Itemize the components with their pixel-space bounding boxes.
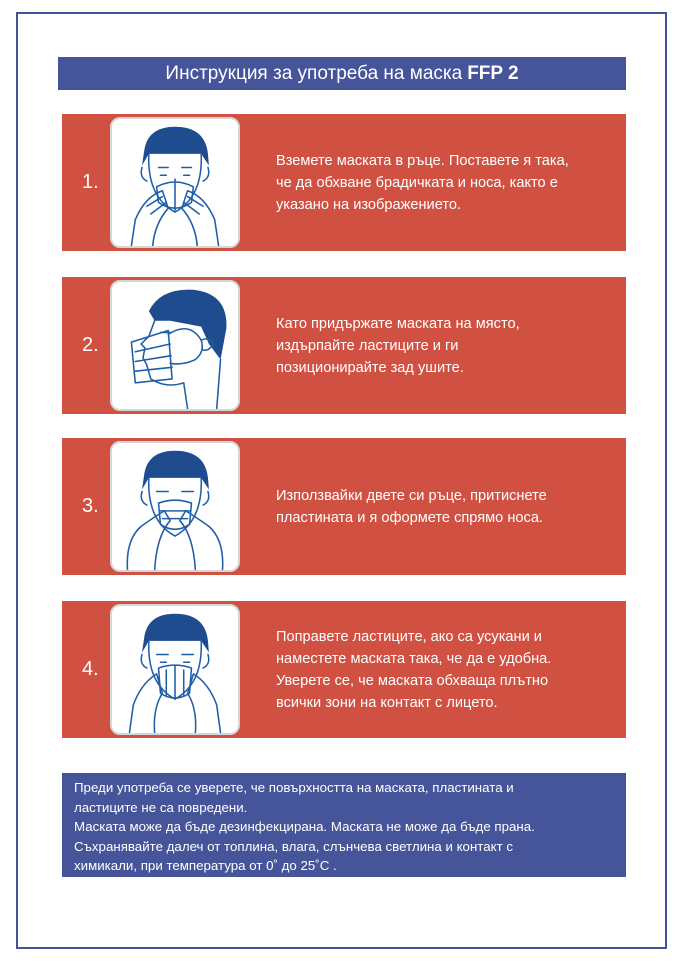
title-bar xyxy=(58,57,626,90)
mask-model-label: FFP 2 xyxy=(467,62,519,84)
step-number: 2. xyxy=(82,334,99,356)
step-text: Като придържате маската на място, издърпайте ластиците и ги позиционирайте зад ушите. xyxy=(276,315,520,376)
instruction-step-4 xyxy=(62,601,626,738)
face-hands-cupping-mask-icon xyxy=(110,117,240,248)
step-text: Вземете маската в ръце. Поставете я така, че да обхване брадичката и носа, както е указано на изображението. xyxy=(276,152,569,213)
step-text: Поправете ластиците, ако са усукани и наместете маската така, че да е удобна. Уверете се, че маската обхваща плътно всички зони на контакт с лицето. xyxy=(276,628,552,711)
usage-notes: Преди употреба се уверете, че повърхността на маската, пластината и ластиците не са повредени. Маската може да бъде дезинфекцирана. Маската не може да бъде прана. Съхранявайте далеч от топлина, влага, слънчева светлина и контакт с химикали, при температура от 0˚ до 25˚С . xyxy=(62,773,626,877)
face-pressing-nose-clip-icon xyxy=(110,441,240,572)
step-number: 4. xyxy=(82,658,99,680)
step-number: 3. xyxy=(82,495,99,517)
instruction-step-1 xyxy=(62,114,626,251)
instruction-step-2 xyxy=(62,277,626,414)
profile-pulling-ear-loops-icon xyxy=(110,280,240,411)
step-number: 1. xyxy=(82,171,99,193)
face-adjusting-mask-icon xyxy=(110,604,240,735)
instruction-step-3 xyxy=(62,438,626,575)
page-title: Инструкция за употреба на маска xyxy=(165,62,463,84)
step-text: Използвайки двете си ръце, притиснете пластината и я оформете спрямо носа. xyxy=(276,487,547,526)
